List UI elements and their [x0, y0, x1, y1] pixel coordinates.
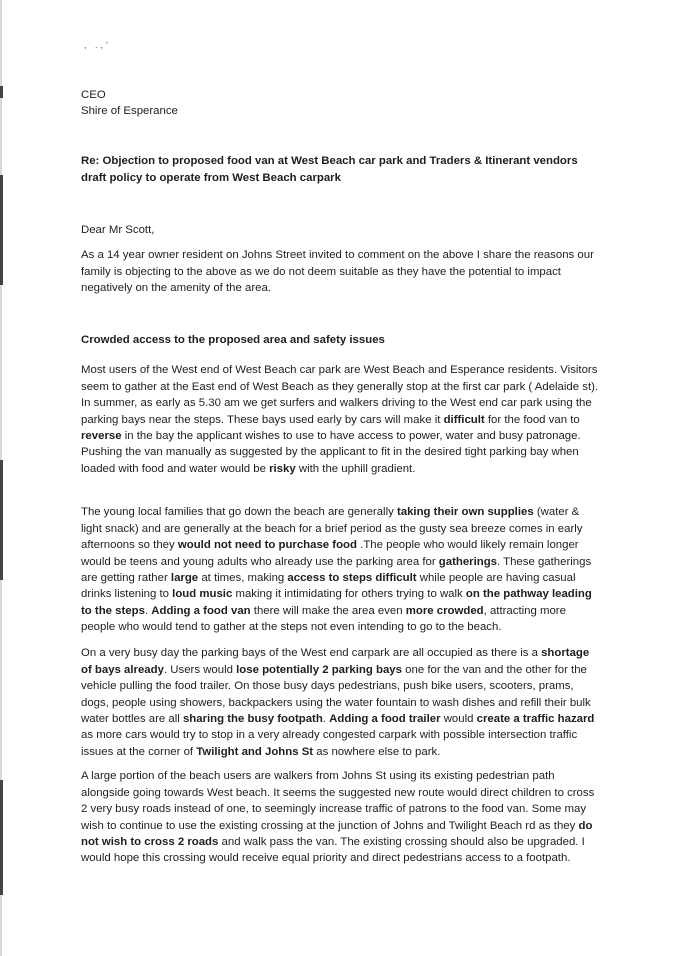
scan-edge-mark: [0, 175, 3, 285]
body-paragraph-3: On a very busy day the parking bays of the West end carpark are all occupied as there is a shortage of bays already. Users would lose potentially 2 parking bays one for the van and the other for the vehicle pulling the food trailer. On those busy days pedestrians, push bike users, scooters, prams, dogs, people using showers, backpackers using the water fountain to wash dishes and refill their bulk water bottles are all sharing the busy footpath. Adding a food trailer would create a traffic hazard as more cars would try to stop in a very already congested carpark with possible intersection traffic issues at the corner of Twilight and Johns St as nowhere else to park.: [81, 647, 595, 758]
intro-paragraph: As a 14 year owner resident on Johns Street invited to comment on the above I share the reasons our family is objecting to the above as we do not deem suitable as they have the potential to impact negatively on the amenity of the area.: [81, 249, 594, 295]
recipient-organisation: Shire of Esperance: [81, 105, 178, 118]
section-heading: Crowded access to the proposed area and safety issues: [81, 334, 385, 347]
scan-edge-mark: [0, 780, 3, 895]
scan-edge-mark: [0, 86, 3, 98]
recipient-address: [81, 87, 601, 120]
scan-edge-mark: [0, 460, 3, 580]
corner-mark: , .,': [84, 40, 111, 50]
body-paragraph-2: The young local families that go down the beach are generally taking their own supplies (water & light snack) and are generally at the beach for a brief period as the gusty sea breeze comes in early afternoons so they would not need to purchase food .The people who would likely remain longer would be teens and young adults who already use the parking area for gatherings. These gatherings are getting rather large at times, making access to steps difficult while people are having casual drinks listening to loud music making it intimidating for others trying to walk on the pathway leading to the steps. Adding a food van there will make the area even more crowded, attracting more people who would tend to gather at the steps not even intending to go to the beach.: [81, 506, 592, 634]
body-paragraph-1: Most users of the West end of West Beach car park are West Beach and Esperance residents. Visitors seem to gather at the East end of West Beach as they generally stop at the first car park ( Adelaide st). In summer, as early as 5.30 am we get surfers and walkers driving to the West end car park using the parking bays near the steps. These bays used early by cars will make it difficult for the food van to reverse in the bay the applicant wishes to use to have access to power, water and busy patronage. Pushing the van manually as suggested by the applicant to fit in the desired tight parking bay when loaded with food and water would be risky with the uphill gradient.: [81, 364, 599, 475]
recipient-title: CEO: [81, 89, 106, 101]
salutation: Dear Mr Scott,: [81, 224, 155, 237]
body-paragraph-4: A large portion of the beach users are walkers from Johns St using its existing pedestrian path alongside going towards West beach. It seems the suggested new route would direct children to cross 2 very busy roads instead of one, to seemingly increase traffic of patrons to the food van. Some may wish to continue to use the existing crossing at the junction of Johns and Twilight Beach rd as they do not wish to cross 2 roads and walk pass the van. The existing crossing should also be upgraded. I would hope this crossing would receive equal priority and direct pedestrians access to a footpath.: [81, 770, 595, 865]
subject-line: Re: Objection to proposed food van at West Beach car park and Traders & Itinerant vendors draft policy to operate from West Beach carpark: [81, 155, 578, 184]
